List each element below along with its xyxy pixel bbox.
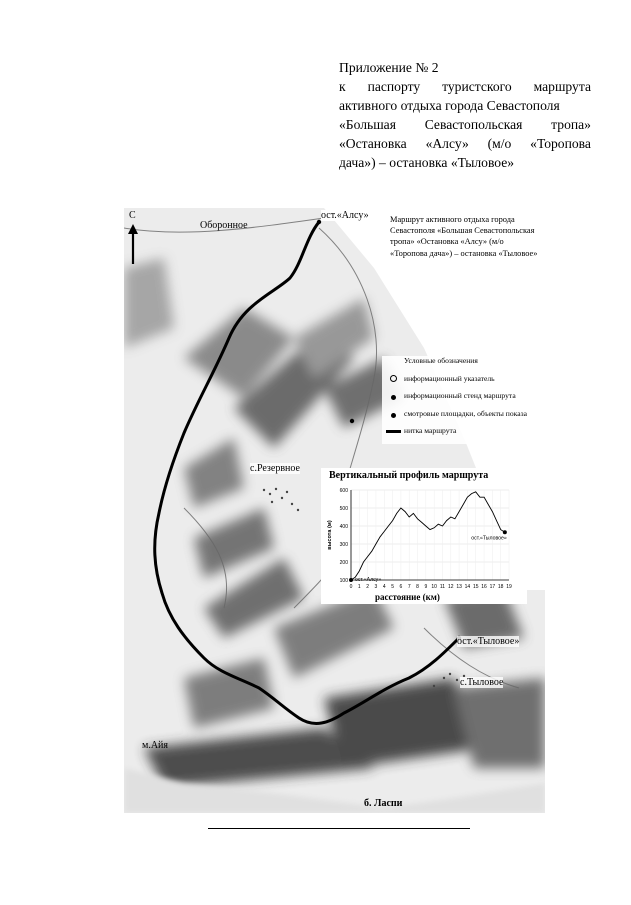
profile-xtick: 0 [349, 584, 353, 590]
profile-ytick: 500 [339, 506, 348, 512]
place-aya: м.Айя [142, 740, 169, 751]
annex-word: туристского [442, 79, 512, 94]
profile-ytick: 200 [339, 560, 348, 566]
profile-title: Вертикальный профиль маршрута [329, 470, 489, 481]
profile-point [503, 530, 507, 534]
profile-xtick: 17 [489, 584, 496, 590]
profile-xtick: 19 [506, 584, 512, 590]
profile-xtick: 9 [424, 584, 428, 590]
profile-xtick: 18 [497, 584, 504, 590]
annex-word: маршрута [533, 79, 591, 94]
profile-xtick: 8 [416, 584, 419, 590]
annex-line-5: дача») – остановка «Тыловое» [339, 155, 515, 170]
annex-line-3 [339, 115, 591, 134]
map-legend [382, 356, 542, 444]
place-rezervnoe: с.Резервное [250, 463, 300, 474]
profile-ytick: 300 [339, 542, 348, 548]
legend-label: нитка маршрута [404, 426, 457, 435]
place-oboronnoe: Оборонное [200, 220, 248, 231]
place-tylovoe: с.Тыловое [460, 677, 504, 688]
elevation-profile [321, 468, 527, 604]
profile-ylabel: высота (м) [327, 520, 333, 550]
place-alsu-stop: ост.«Алсу» [321, 210, 369, 221]
profile-xtick: 2 [366, 584, 370, 590]
line-icon [386, 430, 401, 433]
profile-point [349, 578, 353, 582]
profile-xtick: 4 [382, 584, 386, 590]
annex-word: «Алсу» [425, 136, 469, 151]
profile-xtick: 15 [472, 584, 479, 590]
profile-ytick: 600 [339, 488, 348, 494]
annex-word: к [339, 79, 346, 94]
profile-xtick: 12 [448, 584, 454, 590]
profile-xtick: 7 [407, 584, 411, 590]
legend-label: смотровые площадки, объекты показа [404, 408, 527, 418]
profile-ytick: 100 [339, 578, 348, 584]
legend-item [382, 374, 542, 384]
north-label: С [129, 210, 136, 221]
profile-annotation: ост.«Тыловое» [471, 535, 507, 542]
legend-title: Условные обозначения [404, 356, 478, 365]
profile-xtick: 1 [357, 584, 361, 590]
annex-word: «Остановка [339, 136, 407, 151]
profile-xtick: 16 [481, 584, 487, 590]
profile-xtick: 10 [431, 584, 437, 590]
annex-line-2: активного отдыха города Севастополя [339, 98, 560, 113]
map-title: Маршрут активного отдыха города Севастополя «Большая Севастопольская тропа» «Остановка «Алсу» (м/о «Торопова дача») – остановка «Тыловое» [390, 214, 540, 259]
legend-item [382, 409, 542, 419]
annex-word: «Торопова [530, 136, 591, 151]
dot-icon [391, 413, 396, 418]
dot-icon [391, 395, 396, 400]
annex-word: (м/о [487, 136, 512, 151]
annex-word: «Большая [339, 117, 396, 132]
profile-xtick: 6 [399, 584, 403, 590]
annex-header [339, 58, 591, 172]
legend-label: информационный стенд маршрута [404, 391, 516, 400]
legend-item [382, 391, 542, 401]
legend-item [382, 426, 542, 436]
profile-chart [321, 482, 527, 604]
profile-ytick: 400 [339, 524, 348, 530]
profile-annotation: ост.«Алсу» [355, 577, 382, 583]
circle-icon [390, 375, 397, 382]
place-laspi: б. Ласпи [364, 798, 403, 809]
footer-rule [208, 828, 470, 829]
profile-xtick: 14 [464, 584, 471, 590]
place-tylovoe-stop: ост.«Тыловое» [457, 636, 520, 647]
annex-line-1 [339, 77, 591, 96]
profile-xtick: 13 [456, 584, 462, 590]
route-map [124, 208, 545, 813]
profile-xtick: 5 [391, 584, 394, 590]
annex-word: Севастопольская [424, 117, 523, 132]
annex-word: тропа» [551, 117, 591, 132]
annex-heading: Приложение № 2 [339, 60, 439, 75]
annex-word: паспорту [367, 79, 421, 94]
profile-xtick: 3 [374, 584, 378, 590]
annex-line-4 [339, 134, 591, 153]
profile-xlabel: расстояние (км) [375, 592, 440, 602]
profile-xtick: 11 [439, 584, 446, 590]
legend-label: информационный указатель [404, 373, 495, 383]
